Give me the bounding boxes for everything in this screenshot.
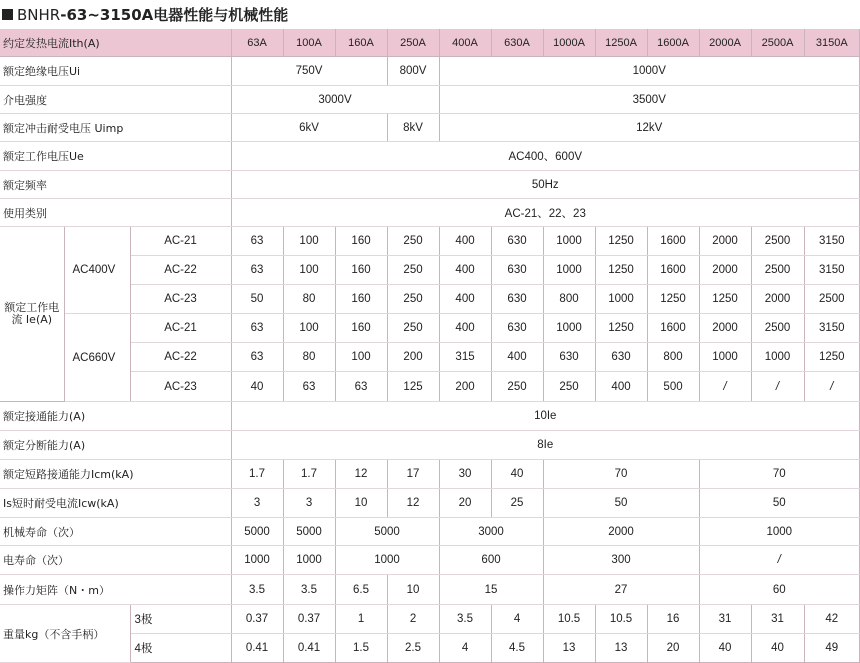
row-label: 额定频率 [0, 171, 231, 199]
cell: 13 [595, 634, 647, 663]
row-label: 使用类别 [0, 199, 231, 227]
col-header: 63A [231, 29, 283, 57]
cell: 3.5 [283, 575, 335, 605]
cell: 0.41 [231, 634, 283, 663]
cell: 800 [647, 343, 699, 372]
row-label: 额定冲击耐受电压 Uimp [0, 114, 231, 142]
cell: AC-21、22、23 [231, 199, 859, 227]
cell: 800 [543, 285, 595, 314]
cell: 250 [491, 372, 543, 402]
poles-label: 4极 [130, 634, 231, 663]
col-header: 1000A [543, 29, 595, 57]
cell: 63 [335, 372, 387, 402]
cell: 630 [543, 343, 595, 372]
cell: 1250 [647, 285, 699, 314]
category-label: AC-21 [130, 314, 231, 343]
cell: 63 [231, 343, 283, 372]
cell: 3150 [804, 314, 859, 343]
cell: 50 [699, 489, 859, 518]
col-header: 3150A [804, 29, 859, 57]
cell: 12kV [439, 114, 859, 142]
cell: 1250 [595, 256, 647, 285]
cell: 70 [543, 460, 699, 489]
spec-table [0, 29, 860, 663]
cell: 15 [439, 575, 543, 605]
cell: 400 [439, 314, 491, 343]
col-header: 630A [491, 29, 543, 57]
category-label: AC-23 [130, 372, 231, 402]
cell: 16 [647, 605, 699, 634]
cell: 1000 [335, 546, 439, 575]
cell: 10 [387, 575, 439, 605]
cell: 2000 [751, 285, 804, 314]
cell: 3000V [231, 86, 439, 114]
cell: 2000 [543, 518, 699, 546]
cell: 250 [387, 256, 439, 285]
row-label: 操作力矩阵（N・m） [0, 575, 231, 605]
col-header: 100A [283, 29, 335, 57]
cell: 10.5 [595, 605, 647, 634]
table-row [0, 171, 860, 199]
cell: 1000 [751, 343, 804, 372]
cell: 70 [699, 460, 859, 489]
cell: 200 [387, 343, 439, 372]
cell: 500 [647, 372, 699, 402]
cell: 400 [439, 285, 491, 314]
cell: 1250 [699, 285, 751, 314]
cell: 4.5 [491, 634, 543, 663]
cell: 2500 [751, 314, 804, 343]
cell: 400 [595, 372, 647, 402]
cell: 1250 [595, 227, 647, 256]
cell: AC400、600V [231, 142, 859, 171]
row-label: 额定接通能力(A) [0, 402, 231, 431]
cell: 1000 [283, 546, 335, 575]
row-label: 额定工作电压Ue [0, 142, 231, 171]
table-row [0, 142, 860, 171]
cell: 3000 [439, 518, 543, 546]
cell: 1000 [231, 546, 283, 575]
cell: 3150 [804, 256, 859, 285]
cell: 3 [231, 489, 283, 518]
cell: 2000 [699, 256, 751, 285]
cell: 250 [543, 372, 595, 402]
cell: 630 [491, 285, 543, 314]
table-row [0, 227, 860, 256]
table-row [0, 86, 860, 114]
cell: 0.37 [283, 605, 335, 634]
header-label: 约定发热电流Ith(A) [0, 29, 231, 57]
row-label: 额定分断能力(A) [0, 431, 231, 460]
cell: 63 [231, 314, 283, 343]
cell: 25 [491, 489, 543, 518]
cell: 250 [387, 285, 439, 314]
cell: 50 [543, 489, 699, 518]
cell: 3 [283, 489, 335, 518]
cell: 80 [283, 285, 335, 314]
cell: 160 [335, 314, 387, 343]
col-header: 2000A [699, 29, 751, 57]
cell: 250 [387, 314, 439, 343]
cell: 30 [439, 460, 491, 489]
title-main: -63~3150A电器性能与机械性能 [60, 6, 289, 24]
table-row [0, 605, 860, 634]
category-label: AC-21 [130, 227, 231, 256]
cell: 8kV [387, 114, 439, 142]
cell: 100 [283, 256, 335, 285]
cell: 49 [804, 634, 859, 663]
cell: 27 [543, 575, 699, 605]
table-row [0, 199, 860, 227]
table-row [0, 546, 860, 575]
table-row [0, 460, 860, 489]
cell: 2500 [804, 285, 859, 314]
cell: 50Hz [231, 171, 859, 199]
cell: 5000 [283, 518, 335, 546]
cell: 0.37 [231, 605, 283, 634]
cell: 750V [231, 57, 387, 86]
cell: 1250 [804, 343, 859, 372]
table-row [0, 518, 860, 546]
table-row [0, 314, 860, 343]
cell: 200 [439, 372, 491, 402]
cell: 1.7 [231, 460, 283, 489]
cell: 800V [387, 57, 439, 86]
cell: 3.5 [439, 605, 491, 634]
cell: 31 [751, 605, 804, 634]
cell: 160 [335, 256, 387, 285]
ie-group-label: 额定工作电流 Ie(A) [0, 227, 64, 402]
cell: 100 [283, 314, 335, 343]
category-label: AC-23 [130, 285, 231, 314]
cell: 1000 [699, 343, 751, 372]
cell: 40 [751, 634, 804, 663]
cell: / [699, 372, 751, 402]
cell: 1.5 [335, 634, 387, 663]
cell: 2500 [751, 256, 804, 285]
col-header: 400A [439, 29, 491, 57]
cell: 17 [387, 460, 439, 489]
cell: 100 [335, 343, 387, 372]
row-label: 重量kg（不含手柄） [0, 605, 130, 663]
cell: 1600 [647, 314, 699, 343]
cell: 13 [543, 634, 595, 663]
cell: 1000 [543, 227, 595, 256]
cell: 12 [335, 460, 387, 489]
cell: 3150 [804, 227, 859, 256]
row-label: 电寿命（次） [0, 546, 231, 575]
cell: 160 [335, 227, 387, 256]
cell: 3.5 [231, 575, 283, 605]
cell: 6kV [231, 114, 387, 142]
cell: 12 [387, 489, 439, 518]
row-label: Is短时耐受电流Icw(kA) [0, 489, 231, 518]
cell: 40 [491, 460, 543, 489]
row-label: 额定短路接通能力Icm(kA) [0, 460, 231, 489]
cell: 1600 [647, 227, 699, 256]
square-bullet-icon [2, 9, 13, 20]
cell: 8Ie [231, 431, 859, 460]
col-header: 2500A [751, 29, 804, 57]
cell: 60 [699, 575, 859, 605]
cell: 63 [283, 372, 335, 402]
cell: 20 [439, 489, 491, 518]
poles-label: 3极 [130, 605, 231, 634]
cell: 20 [647, 634, 699, 663]
cell: 3500V [439, 86, 859, 114]
cell: 6.5 [335, 575, 387, 605]
cell: 600 [439, 546, 543, 575]
cell: 1.7 [283, 460, 335, 489]
cell: 630 [491, 256, 543, 285]
row-label: 额定绝缘电压Ui [0, 57, 231, 86]
cell: / [751, 372, 804, 402]
cell: 40 [699, 634, 751, 663]
cell: 400 [439, 256, 491, 285]
table-row [0, 431, 860, 460]
cell: 250 [387, 227, 439, 256]
cell: 10Ie [231, 402, 859, 431]
cell: 10 [335, 489, 387, 518]
cell: / [699, 546, 859, 575]
page-title [2, 4, 288, 26]
cell: / [804, 372, 859, 402]
cell: 630 [595, 343, 647, 372]
cell: 2.5 [387, 634, 439, 663]
category-label: AC-22 [130, 343, 231, 372]
cell: 1000 [543, 256, 595, 285]
cell: 630 [491, 227, 543, 256]
cell: 42 [804, 605, 859, 634]
col-header: 160A [335, 29, 387, 57]
cell: 125 [387, 372, 439, 402]
cell: 315 [439, 343, 491, 372]
title-prefix: BNHR [17, 6, 61, 24]
cell: 1000V [439, 57, 859, 86]
cell: 400 [491, 343, 543, 372]
cell: 1000 [699, 518, 859, 546]
row-label: 介电强度 [0, 86, 231, 114]
cell: 1000 [595, 285, 647, 314]
table-row [0, 575, 860, 605]
table-row [0, 402, 860, 431]
table-row [0, 489, 860, 518]
voltage-label: AC660V [64, 314, 130, 402]
cell: 1000 [543, 314, 595, 343]
cell: 160 [335, 285, 387, 314]
table-row [0, 114, 860, 142]
cell: 1 [335, 605, 387, 634]
cell: 1250 [595, 314, 647, 343]
table-row [0, 57, 860, 86]
cell: 5000 [231, 518, 283, 546]
cell: 2 [387, 605, 439, 634]
cell: 5000 [335, 518, 439, 546]
header-row [0, 29, 860, 57]
cell: 4 [439, 634, 491, 663]
cell: 50 [231, 285, 283, 314]
cell: 100 [283, 227, 335, 256]
col-header: 1600A [647, 29, 699, 57]
col-header: 1250A [595, 29, 647, 57]
row-label: 机械寿命（次） [0, 518, 231, 546]
cell: 2500 [751, 227, 804, 256]
cell: 400 [439, 227, 491, 256]
cell: 40 [231, 372, 283, 402]
cell: 10.5 [543, 605, 595, 634]
cell: 2000 [699, 227, 751, 256]
cell: 63 [231, 256, 283, 285]
cell: 2000 [699, 314, 751, 343]
category-label: AC-22 [130, 256, 231, 285]
cell: 630 [491, 314, 543, 343]
cell: 0.41 [283, 634, 335, 663]
cell: 31 [699, 605, 751, 634]
voltage-label: AC400V [64, 227, 130, 314]
cell: 63 [231, 227, 283, 256]
cell: 80 [283, 343, 335, 372]
col-header: 250A [387, 29, 439, 57]
cell: 300 [543, 546, 699, 575]
cell: 4 [491, 605, 543, 634]
cell: 1600 [647, 256, 699, 285]
